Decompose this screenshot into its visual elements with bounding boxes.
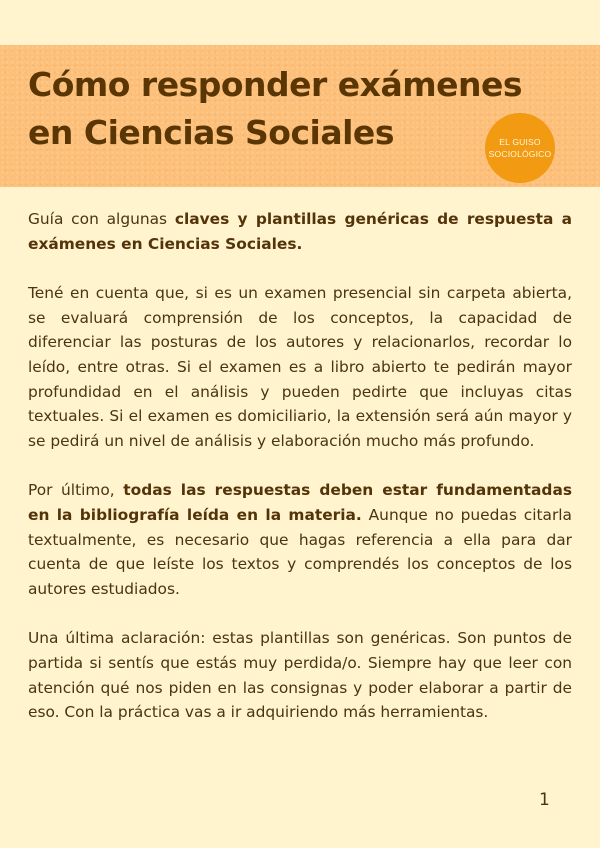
bibliography-bold-text: todas las respuestas deben estar fundamentadas en la bibliografía leída en la materia. xyxy=(28,481,572,524)
paragraph-exam-types: Tené en cuenta que, si es un examen presencial sin carpeta abierta, se evaluará comprensión de los conceptos, la capacidad de diferenciar las posturas de los autores y relacionarlos, recordar lo leído, entre otras. Si el examen es a libro abierto te pedirán mayor profundidad en el análisis y pueden pedirte que incluyas citas textuales. Si el examen es domiciliario, la extensión será aún mayor y se pedirá un nivel de análisis y elaboración mucho más profundo. xyxy=(28,284,572,450)
badge-line-2: SOCIOLÓGICO xyxy=(488,149,552,159)
page-number: 1 xyxy=(539,790,550,810)
header-banner xyxy=(0,45,600,187)
bibliography-rest: Aunque no puedas citarla textualmente, es necesario que hagas referencia a ella para dar cuenta de que leíste los textos y comprendés los conceptos de los autores estudiados. xyxy=(28,505,572,598)
brand-badge xyxy=(485,113,555,183)
paragraph-intro xyxy=(28,207,572,256)
paragraph-clarification: Una última aclaración: estas plantillas son genéricas. Son puntos de partida si sentís que estás muy perdida/o. Siempre hay que leer con atención qué nos piden en las consignas y poder elaborar a partir de eso. Con la práctica vas a ir adquiriendo más herramientas. xyxy=(28,629,572,722)
intro-text: Guía con algunas xyxy=(28,210,175,228)
document-body xyxy=(28,207,572,750)
bibliography-intro: Por último, xyxy=(28,481,124,500)
title-line-1: Cómo responder exámenes xyxy=(28,65,523,104)
title-line-2: en Ciencias Sociales xyxy=(28,113,394,152)
paragraph-bibliography xyxy=(28,478,572,601)
intro-bold-text: claves y plantillas genéricas de respuesta a exámenes en Ciencias Sociales. xyxy=(28,210,572,253)
page-title xyxy=(28,61,522,157)
badge-line-1: EL GUISO xyxy=(499,137,541,147)
